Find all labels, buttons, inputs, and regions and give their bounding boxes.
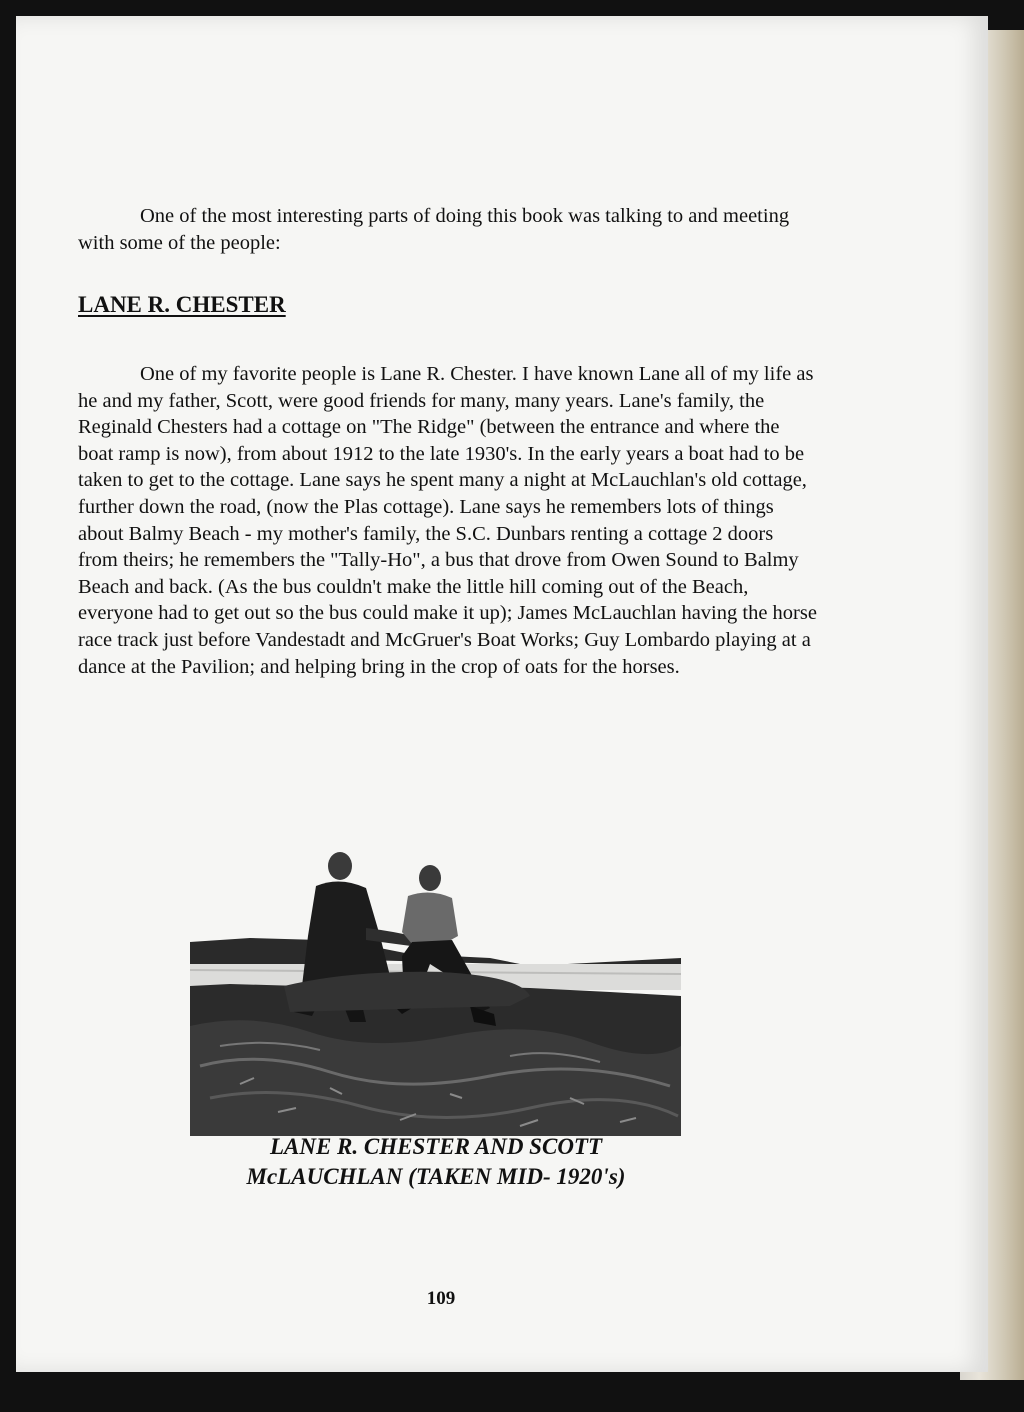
photo-caption [156, 1132, 716, 1192]
intro-paragraph [78, 203, 818, 256]
section-heading: LANE R. CHESTER [78, 292, 286, 317]
caption-line-2: McLAUCHLAN (TAKEN MID- 1920's) [246, 1164, 626, 1189]
body-paragraph [78, 361, 818, 680]
page-number: 109 [426, 1288, 456, 1309]
photograph [190, 836, 681, 1136]
body-text: One of my favorite people is Lane R. Chester. I have known Lane all of my life as he and my father, Scott, were good friends for many, many years. Lane's family, the Reginald Chesters had a cottage on "The Ridge" (between the entrance and where the boat ramp is now), from about 1912 to the late 1930's. In the early years a boat had to be taken to get to the cottage. Lane says he spent many a night at McLauchlan's old cottage, further down the road, (now the Plas cottage). Lane says he remembers lots of things about Balmy Beach - my mother's family, the S.C. Dunbars renting a cottage 2 doors from theirs; he remembers the "Tally-Ho", a bus that drove from Owen Sound to Balmy Beach and back. (As the bus couldn't make the little hill coming out of the Beach, everyone had to get out so the bus could make it up); James McLauchlan having the horse race track just before Vandestadt and McGruer's Boat Works; Guy Lombardo playing at a dance at the Pavilion; and helping bring in the crop of oats for the horses. [78, 363, 817, 678]
caption-line-1: LANE R. CHESTER AND SCOTT [269, 1134, 603, 1159]
book-page [16, 16, 988, 1372]
intro-text: One of the most interesting parts of doing this book was talking to and meeting with some of the people: [78, 205, 790, 254]
